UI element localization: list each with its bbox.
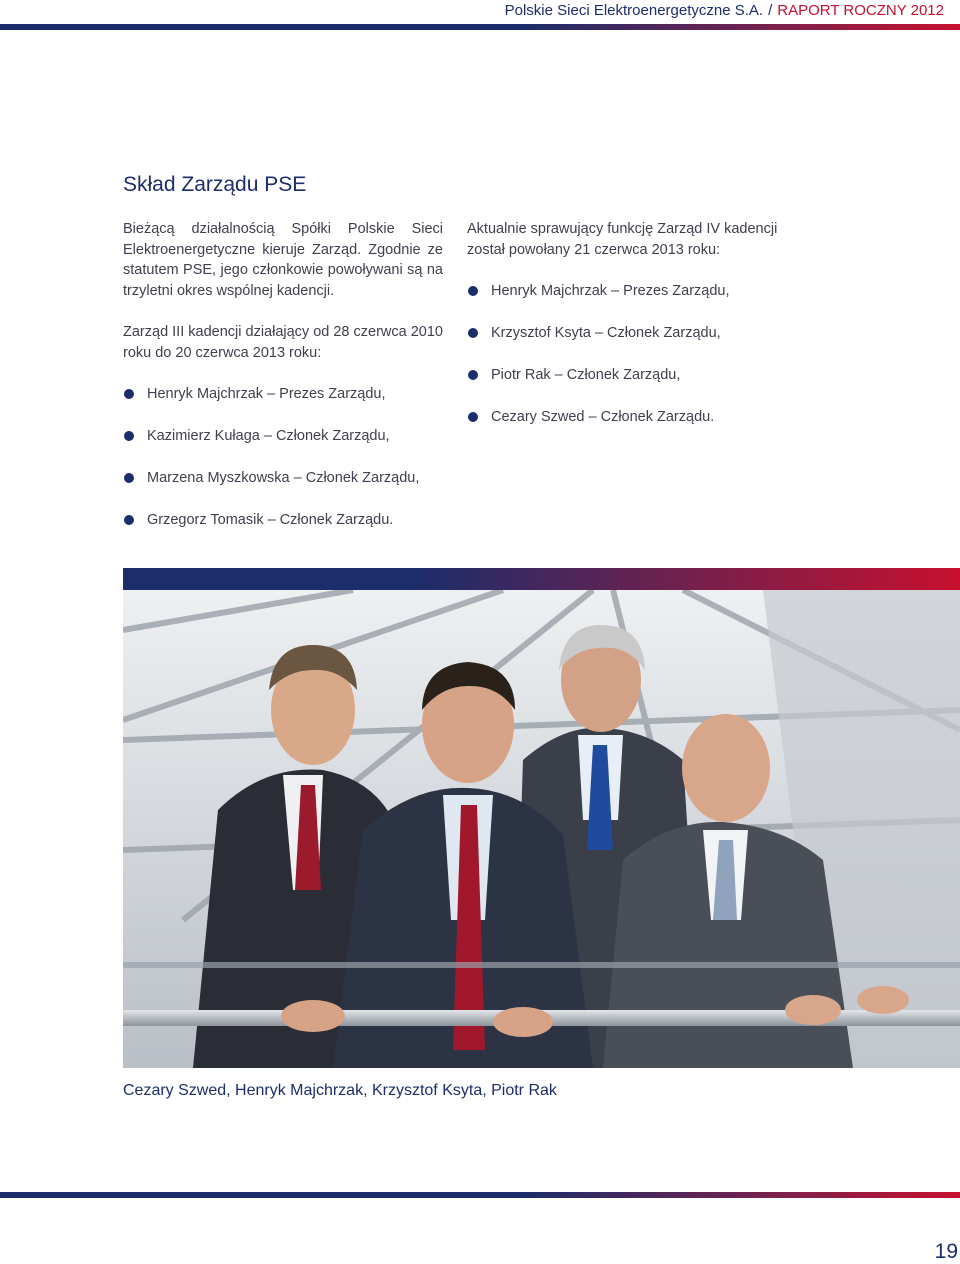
bullet-icon (124, 431, 134, 441)
bullet-icon (124, 515, 134, 525)
board-group-photo (123, 590, 960, 1068)
member-text: Marzena Myszkowska – Członek Zarządu, (147, 470, 420, 486)
left-column (123, 219, 443, 552)
photo-header-band (123, 568, 960, 590)
intro-paragraph: Bieżącą działalnością Spółki Polskie Sieci Elektroenergetyczne kieruje Zarząd. Zgodnie ze statutem PSE, jego członkowie powoływani są na trzyletni okres wspólnej kadencji. (123, 221, 443, 299)
list-item (467, 407, 807, 449)
member-text: Cezary Szwed – Członek Zarządu. (491, 409, 715, 425)
top-divider (0, 24, 960, 30)
bullet-icon (468, 328, 478, 338)
header-company: Polskie Sieci Elektroenergetyczne S.A. (504, 2, 764, 19)
board4-member-list (467, 281, 807, 449)
list-item (123, 510, 443, 552)
section-title: Skład Zarządu PSE (123, 173, 307, 196)
header-report-title: RAPORT ROCZNY 2012 (777, 2, 944, 19)
list-item (467, 365, 807, 407)
list-item (123, 426, 443, 468)
bottom-divider (0, 1192, 960, 1198)
bullet-icon (468, 370, 478, 380)
board4-intro: Aktualnie sprawujący funkcję Zarząd IV kadencji został powołany 21 czerwca 2013 roku: (467, 221, 778, 258)
member-text: Kazimierz Kułaga – Członek Zarządu, (147, 428, 390, 444)
member-text: Henryk Majchrzak – Prezes Zarządu, (147, 386, 386, 402)
list-item (467, 323, 807, 365)
bullet-icon (468, 412, 478, 422)
bullet-icon (124, 473, 134, 483)
running-header (505, 2, 944, 19)
list-item (123, 384, 443, 426)
photo-caption: Cezary Szwed, Henryk Majchrzak, Krzysztof Ksyta, Piotr Rak (123, 1082, 557, 1099)
right-column (467, 219, 807, 449)
board3-member-list (123, 384, 443, 552)
bullet-icon (468, 286, 478, 296)
member-text: Piotr Rak – Członek Zarządu, (491, 367, 681, 383)
bullet-icon (124, 389, 134, 399)
page-number: 19 (934, 1240, 958, 1263)
header-separator: / (768, 2, 773, 19)
list-item (123, 468, 443, 510)
board3-intro: Zarząd III kadencji działający od 28 czerwca 2010 roku do 20 czerwca 2013 roku: (123, 324, 443, 361)
board-photo-illustration (123, 590, 960, 1068)
member-text: Henryk Majchrzak – Prezes Zarządu, (491, 283, 730, 299)
member-text: Krzysztof Ksyta – Członek Zarządu, (491, 325, 721, 341)
member-text: Grzegorz Tomasik – Członek Zarządu. (147, 512, 394, 528)
list-item (467, 281, 807, 323)
